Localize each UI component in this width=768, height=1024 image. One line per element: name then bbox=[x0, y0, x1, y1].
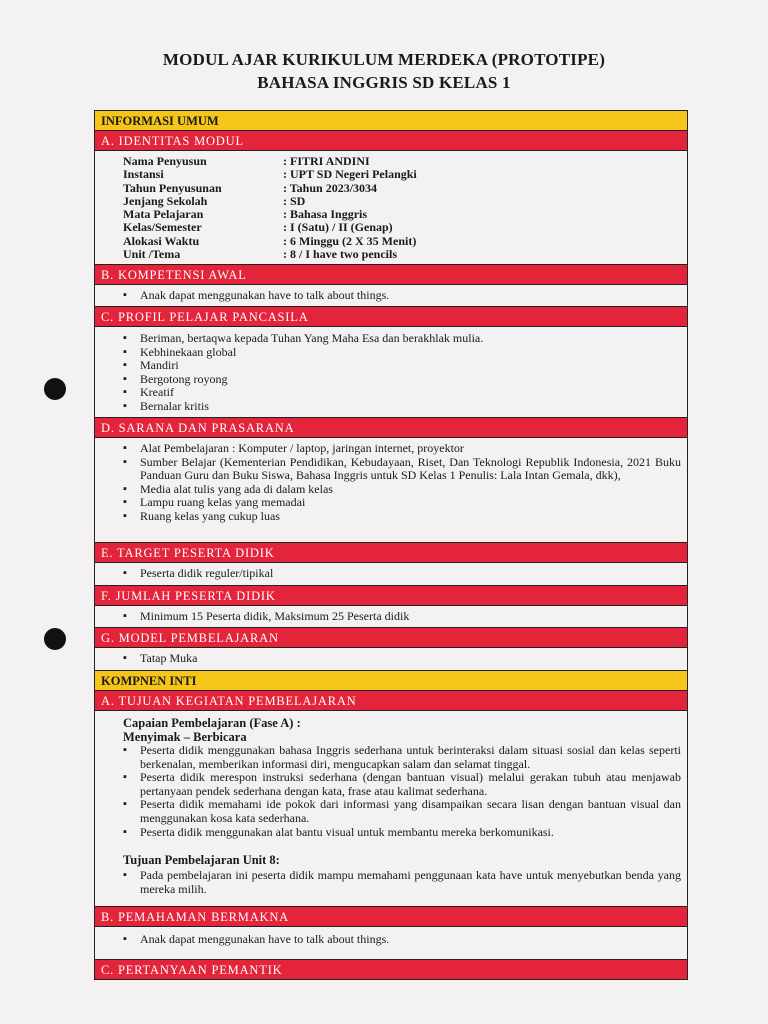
identity-value: : Bahasa Inggris bbox=[283, 207, 368, 222]
identity-value: : UPT SD Negeri Pelangki bbox=[283, 167, 417, 182]
heading-profil-pelajar: C. PROFIL PELAJAR PANCASILA bbox=[95, 307, 687, 327]
section-komponen-inti: KOMPNEN INTI bbox=[95, 671, 687, 691]
identity-label: Instansi bbox=[123, 167, 164, 182]
list-item: ▪ Lampu ruang kelas yang memadai bbox=[95, 496, 687, 510]
identity-row bbox=[123, 168, 687, 181]
profil-pelajar bbox=[95, 327, 687, 418]
identity-value: : SD bbox=[283, 193, 306, 208]
identity-row bbox=[123, 195, 687, 208]
identity-value: : 8 / I have two pencils bbox=[283, 247, 397, 262]
model-pembelajaran bbox=[95, 648, 687, 671]
document-title: MODUL AJAR KURIKULUM MERDEKA (PROTOTIPE) bbox=[162, 50, 606, 69]
list-item: ▪ Bernalar kritis bbox=[95, 400, 687, 414]
list-item: ▪ Bergotong royong bbox=[95, 373, 687, 387]
list-item: ▪ Media alat tulis yang ada di dalam kelas bbox=[95, 483, 687, 497]
list-item: ▪ Kreatif bbox=[95, 386, 687, 400]
identity-label: Mata Pelajaran bbox=[123, 207, 204, 222]
list-item: ▪ Mandiri bbox=[95, 359, 687, 373]
jumlah-peserta bbox=[95, 606, 687, 628]
list-item: ▪ Pada pembelajaran ini peserta didik mampu memahami penggunaan kata have untuk menyebutkan benda yang mereka milih. bbox=[95, 869, 687, 896]
identity-value: : Tahun 2023/3034 bbox=[283, 180, 378, 195]
list-item: ▪ Peserta didik memahami ide pokok dari informasi yang disampaikan secara lisan dengan bantuan visual dan menggunakan kosa kata sederhana. bbox=[95, 798, 687, 825]
list-item: ▪ Peserta didik merespon instruksi sederhana (dengan bantuan visual) melalui gerakan tubuh atau menjawab pertanyaan pendek sederhana dengan kata, frase atau kalimat sederhana. bbox=[95, 771, 687, 798]
list-item: ▪ Peserta didik menggunakan bahasa Inggris sederhana untuk berinteraksi dalam situasi sosial dan kelas seperti berkenalan, memberikan informasi diri, mengucapkan salam dan selamat tinggal. bbox=[95, 744, 687, 771]
list-item: ▪ Anak dapat menggunakan have to talk about things. bbox=[95, 289, 687, 303]
heading-kompetensi-awal: B. KOMPETENSI AWAL bbox=[95, 265, 687, 285]
section-informasi-umum: INFORMASI UMUM bbox=[95, 111, 687, 131]
heading-target-peserta: E. TARGET PESERTA DIDIK bbox=[95, 543, 687, 563]
binder-hole bbox=[44, 628, 66, 650]
tujuan-kegiatan bbox=[95, 711, 687, 907]
identity-row bbox=[123, 221, 687, 234]
sarana-prasarana bbox=[95, 438, 687, 543]
target-peserta bbox=[95, 563, 687, 586]
list-item: ▪ Sumber Belajar (Kementerian Pendidikan, Kebudayaan, Riset, Dan Teknologi Republik Indonesia, 2021 Buku Panduan Guru dan Buku Siswa, Bahasa Inggris untuk SD Kelas 1 Penulis: Lala Intan Gemala, dkk), bbox=[95, 456, 687, 483]
identity-label: Unit /Tema bbox=[123, 247, 181, 262]
pemahaman-bermakna bbox=[95, 927, 687, 960]
identity-value: : I (Satu) / II (Genap) bbox=[283, 220, 393, 235]
identity-value: : 6 Minggu (2 X 35 Menit) bbox=[283, 233, 417, 248]
identity-row bbox=[123, 208, 687, 221]
capaian-subtitle: Menyimak – Berbicara bbox=[123, 730, 247, 744]
capaian-title: Capaian Pembelajaran (Fase A) : bbox=[123, 716, 301, 730]
heading-model-pembelajaran: G. MODEL PEMBELAJARAN bbox=[95, 628, 687, 648]
list-item: ▪ Anak dapat menggunakan have to talk about things. bbox=[95, 933, 687, 947]
list-item: ▪ Kebhinekaan global bbox=[95, 346, 687, 360]
identity-row bbox=[123, 235, 687, 248]
heading-sarana-prasarana: D. SARANA DAN PRASARANA bbox=[95, 418, 687, 438]
heading-tujuan-kegiatan: A. TUJUAN KEGIATAN PEMBELAJARAN bbox=[95, 691, 687, 711]
identity-row bbox=[123, 155, 687, 168]
identity-label: Jenjang Sekolah bbox=[123, 193, 208, 208]
heading-pertanyaan-pemantik: C. PERTANYAAN PEMANTIK bbox=[95, 960, 687, 980]
identitas-modul bbox=[95, 151, 687, 265]
module-table bbox=[94, 110, 688, 980]
list-item: ▪ Minimum 15 Peserta didik, Maksimum 25 Peserta didik bbox=[95, 610, 687, 624]
list-item: ▪ Alat Pembelajaran : Komputer / laptop, jaringan internet, proyektor bbox=[95, 442, 687, 456]
identity-row bbox=[123, 248, 687, 261]
list-item: ▪ Beriman, bertaqwa kepada Tuhan Yang Maha Esa dan berakhlak mulia. bbox=[95, 332, 687, 346]
identity-label: Kelas/Semester bbox=[123, 220, 202, 235]
heading-pemahaman-bermakna: B. PEMAHAMAN BERMAKNA bbox=[95, 907, 687, 927]
list-item: ▪ Ruang kelas yang cukup luas bbox=[95, 510, 687, 524]
list-item: ▪ Peserta didik menggunakan alat bantu visual untuk membantu mereka berkomunikasi. bbox=[95, 826, 687, 840]
binder-hole bbox=[44, 378, 66, 400]
list-item: ▪ Tatap Muka bbox=[95, 652, 687, 666]
document-subtitle: BAHASA INGGRIS SD KELAS 1 bbox=[257, 73, 511, 92]
identity-value: : FITRI ANDINI bbox=[283, 154, 370, 168]
list-item: ▪ Peserta didik reguler/tipikal bbox=[95, 567, 687, 581]
identity-label: Alokasi Waktu bbox=[123, 233, 200, 248]
heading-identitas-modul: A. IDENTITAS MODUL bbox=[95, 131, 687, 151]
tujuan-unit-title: Tujuan Pembelajaran Unit 8: bbox=[123, 853, 280, 868]
identity-label: Tahun Penyusunan bbox=[123, 180, 222, 195]
identity-label: Nama Penyusun bbox=[123, 154, 207, 168]
heading-jumlah-peserta: F. JUMLAH PESERTA DIDIK bbox=[95, 586, 687, 606]
identity-row bbox=[123, 182, 687, 195]
kompetensi-awal bbox=[95, 285, 687, 307]
